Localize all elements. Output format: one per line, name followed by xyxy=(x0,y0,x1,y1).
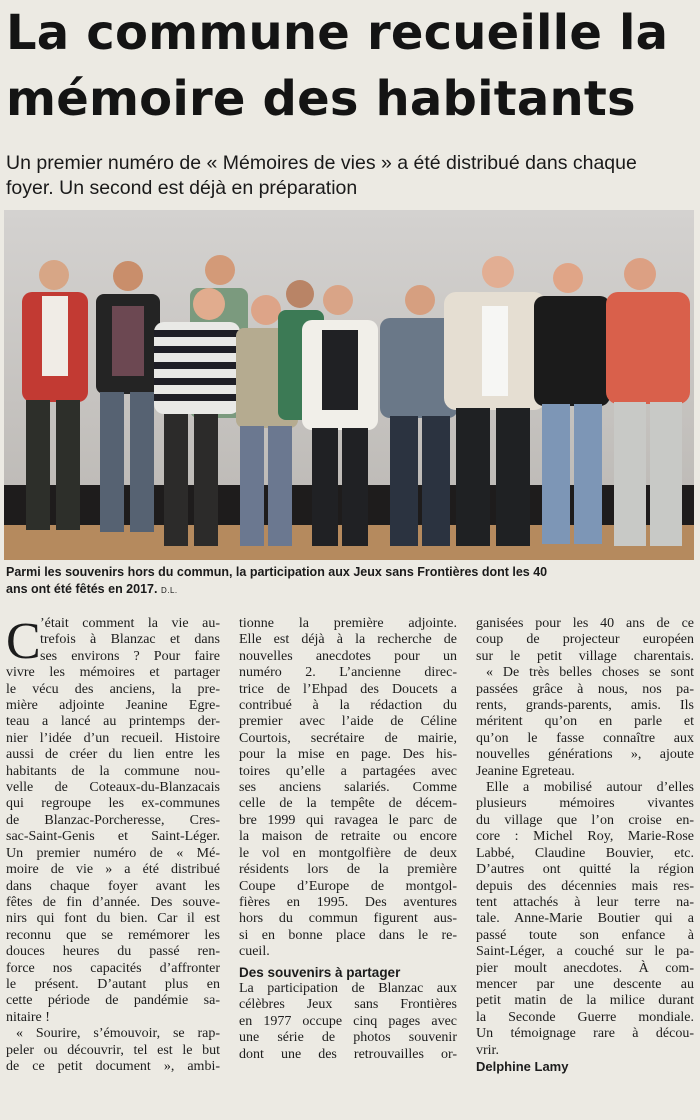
col1-line: ’était comment la vie au- xyxy=(40,616,220,631)
col3-line: mencer par une descente au xyxy=(476,976,694,992)
subheadline-line-2: foyer. Un second est déjà en préparation xyxy=(6,177,358,199)
col3-line: passé toute son enfance à xyxy=(476,927,694,943)
col2-line: cueil. xyxy=(239,944,270,960)
col3-line: qu’on le fasse connaître aux xyxy=(476,730,694,746)
col2-line: Courtois, secrétaire de mairie, xyxy=(239,730,457,746)
col1-line: velle de Coteaux-du-Blanzacais xyxy=(6,780,220,796)
col1-line: sac-Saint-Genis et Saint-Léger. xyxy=(6,829,220,845)
col2-line: dont une des retrouvailles or- xyxy=(239,1046,457,1062)
col3-line: plusieurs mémoires vivantes xyxy=(476,796,694,812)
col1-line: aussi de créer du lien entre les xyxy=(6,747,220,763)
col1-line: nier l’idée d’un recueil. Histoire xyxy=(6,730,220,746)
col2-line: pour la mise en page. Des his- xyxy=(239,747,457,763)
col3-line: D’autres ont quitté la région xyxy=(476,862,694,878)
col3-line: nouvelles générations », ajoute xyxy=(476,747,694,763)
col1-line: le vécu des anciens, la pre- xyxy=(6,681,220,697)
article-column-1 xyxy=(6,613,220,1075)
col2-line: fières en 1995. Des aventures xyxy=(239,894,457,910)
col2-line: résidents lors de la première xyxy=(239,862,457,878)
subheadline-line-1: Un premier numéro de « Mémoires de vies » a été distribué dans chaque xyxy=(6,152,637,174)
col1-line: vivre les mémoires et partager xyxy=(6,665,220,681)
col3-line: core : Michel Roy, Marie-Rose xyxy=(476,829,694,845)
col1-line: nirs qui font du bien. Car il est xyxy=(6,911,220,927)
col1-line: le présent. D’autant plus en xyxy=(6,976,220,992)
col3-line: ganisées pour les 40 ans de ce xyxy=(476,616,694,631)
photo-caption-text: ans ont été fêtés en 2017. xyxy=(6,582,158,596)
byline: Delphine Lamy xyxy=(476,1058,569,1074)
photo-caption-line-1: Parmi les souvenirs hors du commun, la participation aux Jeux sans Frontières dont les 40 xyxy=(6,565,548,579)
col3-line: Saint-Léger, a couché sur le pa- xyxy=(476,944,694,960)
photo-credit: D.L. xyxy=(160,586,178,595)
col3-line: vrir. xyxy=(476,1042,499,1058)
col1-line: cette période de pandémie sa- xyxy=(6,993,220,1009)
col3-line: Jeanine Egreteau. xyxy=(476,763,575,779)
col2-line: contribué à la rédaction du xyxy=(239,698,457,714)
col3-line: rents, grands-parents, amis. Ils xyxy=(476,698,694,714)
col1-line: reconnu que se remémorer les xyxy=(6,927,220,943)
col3-line: sur le petit village charentais. xyxy=(476,648,694,664)
col2-line: ses anciens salariés. Comme xyxy=(239,780,457,796)
headline-line-2: mémoire des habitants xyxy=(6,71,636,127)
group-photo xyxy=(4,210,694,560)
col1-line: ses environs ? Pour faire xyxy=(40,648,220,664)
col2-line: Coupe d’Europe de montgol- xyxy=(239,878,457,894)
col3-line: pier moult anecdotes. À com- xyxy=(476,960,694,976)
col1-line: mière adjointe Jeanine Egre- xyxy=(6,698,220,714)
headline-line-1: La commune recueille la xyxy=(6,5,669,61)
col2-line: célèbres Jeux sans Frontières xyxy=(239,997,457,1013)
article-column-3 xyxy=(476,616,694,1075)
col3-line: tent attachés à leur terre na- xyxy=(476,894,694,910)
col1-line: moire de vie » a été distribué xyxy=(6,862,220,878)
col2-line: tionne la première adjointe. xyxy=(239,616,457,631)
col2-line: la maison de retraite ou encore xyxy=(239,829,457,845)
col2-line: numéro 2. L’ancienne direc- xyxy=(239,665,457,681)
col3-line: petit matin de la milice durant xyxy=(476,993,694,1009)
col2-line: nouvelles anecdotes pour un xyxy=(239,648,457,664)
col3-line: coup de projecteur européen xyxy=(476,632,694,648)
col1-line: force nos capacités d’affronter xyxy=(6,960,220,976)
col3-line: depuis des décennies mais res- xyxy=(476,878,694,894)
col1-line: de Blanzac-Porcheresse, Cres- xyxy=(6,812,220,828)
col1-line: habitants de la commune nou- xyxy=(6,763,220,779)
col3-line: du village que l’on croise en- xyxy=(476,812,694,828)
col3-line: Labbé, Claudine Bouvier, etc. xyxy=(476,845,694,861)
article-column-2 xyxy=(239,616,457,1063)
col3-line: tale. Anne-Marie Boutier qui a xyxy=(476,911,694,927)
col3-line: passées grâce à nous, nos pa- xyxy=(476,681,694,697)
col3-line: Un témoignage rare à décou- xyxy=(476,1026,694,1042)
col3-line: Elle a mobilisé autour d’elles xyxy=(486,780,694,796)
col1-line: douces heures du passé ren- xyxy=(6,944,220,960)
drop-cap: C xyxy=(6,613,41,670)
col1-line: peler ou découvrir, tel est le but xyxy=(6,1042,220,1058)
col1-line: dans chaque foyer avant les xyxy=(6,878,220,894)
col1-line: Un premier numéro de « Mé- xyxy=(6,845,220,861)
group-photo-illustration xyxy=(4,210,694,560)
col2-line: le vol en montgolfière de deux xyxy=(239,845,457,861)
col1-line: fêtes de fin d’année. Des souve- xyxy=(6,894,220,910)
col1-line: qui regroupe les ex-communes xyxy=(6,796,220,812)
col2-line: celle de la tempête de décem- xyxy=(239,796,457,812)
col1-line: « Sourire, s’émouvoir, se rap- xyxy=(16,1026,220,1042)
col3-line: méritent qu’on en parle et xyxy=(476,714,694,730)
col1-line: trefois à Blanzac et dans xyxy=(40,632,220,648)
col2-line: Elle est déjà à la recherche de xyxy=(239,632,457,648)
photo-caption-line-2 xyxy=(6,581,696,599)
col3-line: la Seconde Guerre mondiale. xyxy=(476,1009,694,1025)
col2-line: si en bonne place dans le re- xyxy=(239,927,457,943)
col3-line: « De très belles choses se sont xyxy=(486,665,694,681)
section-heading: Des souvenirs à partager xyxy=(239,964,401,980)
col1-line: nitaire ! xyxy=(6,1009,50,1025)
col2-line: en 1977 occupe cinq pages avec xyxy=(239,1013,457,1029)
col1-line: de ce petit document », ambi- xyxy=(6,1058,220,1074)
col2-line: toires qu’elle a partagées avec xyxy=(239,763,457,779)
col2-line: bre 1999 qui ravagea le parc de xyxy=(239,812,457,828)
col2-line: trice de l’Ehpad des Doucets a xyxy=(239,681,457,697)
col2-line: premier avec l’aide de Céline xyxy=(239,714,457,730)
col1-line: teau a lancé au printemps der- xyxy=(6,714,220,730)
col2-line: hors du commun figurent aus- xyxy=(239,911,457,927)
col2-line: une série de photos souvenir xyxy=(239,1030,457,1046)
col2-line: La participation de Blanzac aux xyxy=(239,980,457,996)
